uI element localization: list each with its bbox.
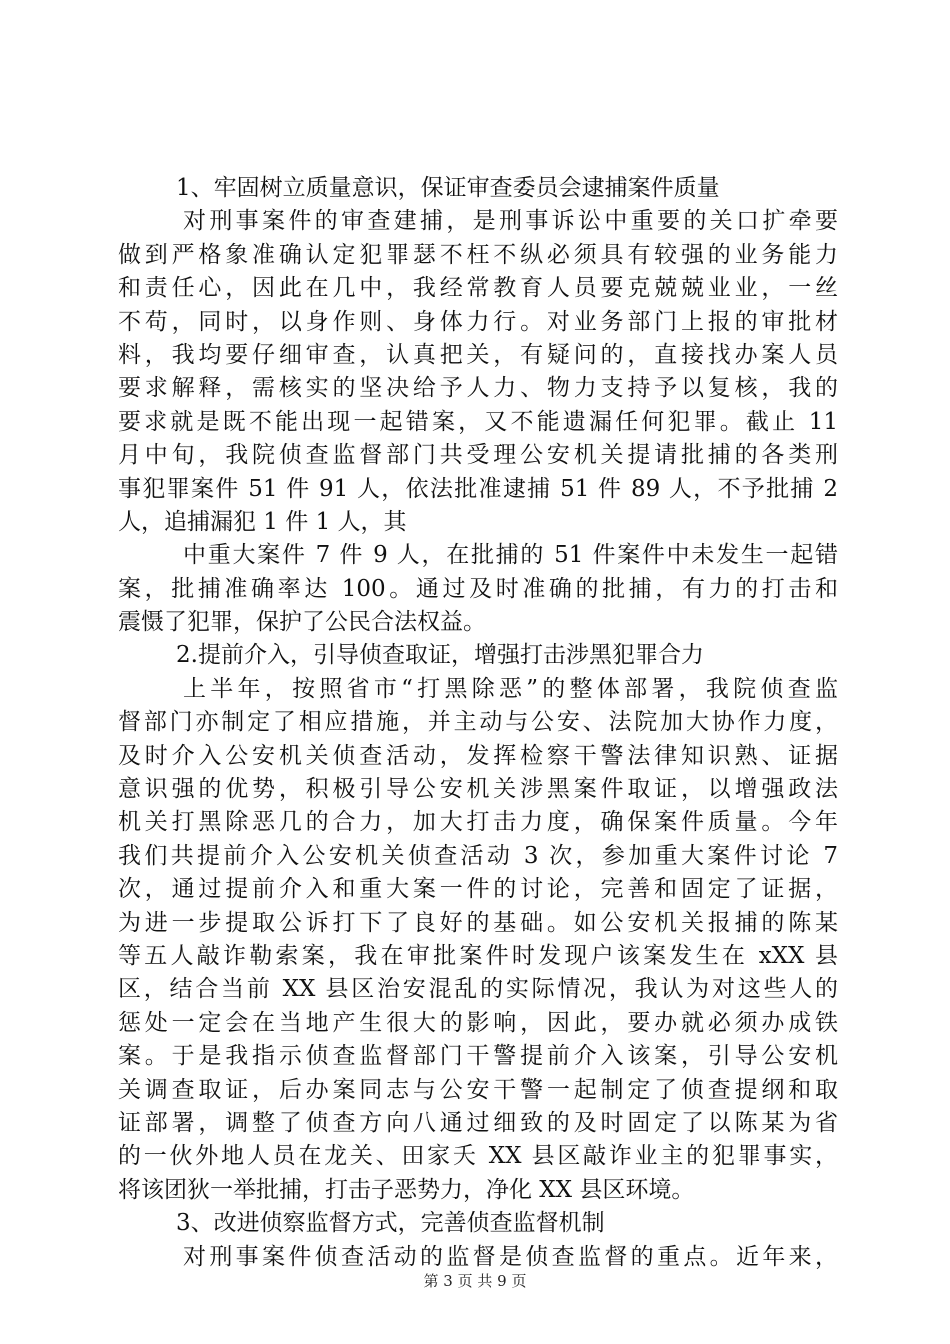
paragraph-line: 案，批捕准确率达 100。通过及时准确的批捕，有力的打击和 [118,575,838,602]
section-heading-2: 2.提前介入，引导侦查取证，增强打击涉黑犯罪合力 [176,642,704,669]
document-body [118,172,838,1274]
paragraph-line: 机关打黑除恶几的合力，加大打击力度，确保案件质量。今年 [118,809,838,836]
paragraph-line: 次，通过提前介入和重大案一件的讨论，完善和固定了证据， [118,876,838,903]
paragraph-line: 督部门亦制定了相应措施，并主动与公安、法院加大协作力度， [118,709,838,736]
section-heading-1: 1、牢固树立质量意识，保证审查委员会逮捕案件质量 [176,175,720,201]
paragraph-line: 区，结合当前 XX 县区治安混乱的实际情况，我认为对这些人的 [118,976,838,1003]
paragraph-line: 做到严格象准确认定犯罪瑟不枉不纵必须具有较强的业务能力 [118,241,838,268]
paragraph-line: 中重大案件 7 件 9 人，在批捕的 51 件案件中未发生一起错 [183,542,838,569]
paragraph-line: 料，我均要仔细审查，认真把关，有疑问的，直接找办案人员 [118,341,838,368]
paragraph-line: 要求解释，需核实的坚决给予人力、物力支持予以复核，我的 [118,375,838,402]
paragraph-line: 我们共提前介入公安机关侦查活动 3 次，参加重大案件讨论 7 [118,842,838,869]
paragraph-line: 对刑事案件侦查活动的监督是侦查监督的重点。近年来， [183,1243,838,1270]
paragraph-line: 上半年，按照省市“打黑除恶”的整体部署，我院侦查监 [183,675,838,702]
paragraph-line: 意识强的优势，积极引导公安机关涉黑案件取证，以增强政法 [118,776,838,803]
paragraph-line: 要求就是既不能出现一起错案，又不能遗漏任何犯罪。截止 11 [118,408,838,435]
paragraph-line: 的一伙外地人员在龙关、田家夭 XX 县区敲诈业主的犯罪事实， [118,1143,838,1170]
paragraph-line: 案。于是我指示侦查监督部门干警提前介入该案，引导公安机 [118,1043,838,1070]
paragraph-line: 对刑事案件的审查建捕，是刑事诉讼中重要的关口扩牵要 [183,208,838,235]
paragraph-line: 不苟，同时，以身作则、身体力行。对业务部门上报的审批材 [118,308,838,335]
paragraph-line: 事犯罪案件 51 件 91 人，依法批准逮捕 51 件 89 人，不予批捕 2 [118,475,838,502]
paragraph-line: 震慑了犯罪，保护了公民合法权益。 [118,609,486,636]
paragraph-line: 惩处一定会在当地产生很大的影响，因此，要办就必须办成铁 [118,1009,838,1036]
paragraph-line: 和责任心，因此在几中，我经常教育人员要克兢兢业业，一丝 [118,275,838,302]
paragraph-line: 月中旬，我院侦查监督部门共受理公安机关提请批捕的各类刑 [118,442,838,469]
paragraph-line: 将该团狄一举批捕，打击子恶势力，净化 XX 县区环境。 [118,1176,695,1203]
paragraph-line: 人，追捕漏犯 1 件 1 人，其 [118,508,407,535]
page-number-footer: 第 3 页 共 9 页 [423,1272,527,1290]
paragraph-line: 及时介入公安机关侦查活动，发挥检察干警法律知识熟、证据 [118,742,838,769]
paragraph-line: 为进一步提取公诉打下了良好的基础。如公安机关报捕的陈某 [118,909,838,936]
section-heading-3: 3、改进侦察监督方式，完善侦查监督机制 [176,1210,605,1237]
paragraph-line: 关调查取证，后办案同志与公安干警一起制定了侦查提纲和取 [118,1076,838,1103]
paragraph-line: 等五人敲诈勒索案，我在审批案件时发现户该案发生在 xXX 县 [118,942,838,969]
paragraph-line: 证部署，调整了侦查方向八通过细致的及时固定了以陈某为省 [118,1109,838,1136]
